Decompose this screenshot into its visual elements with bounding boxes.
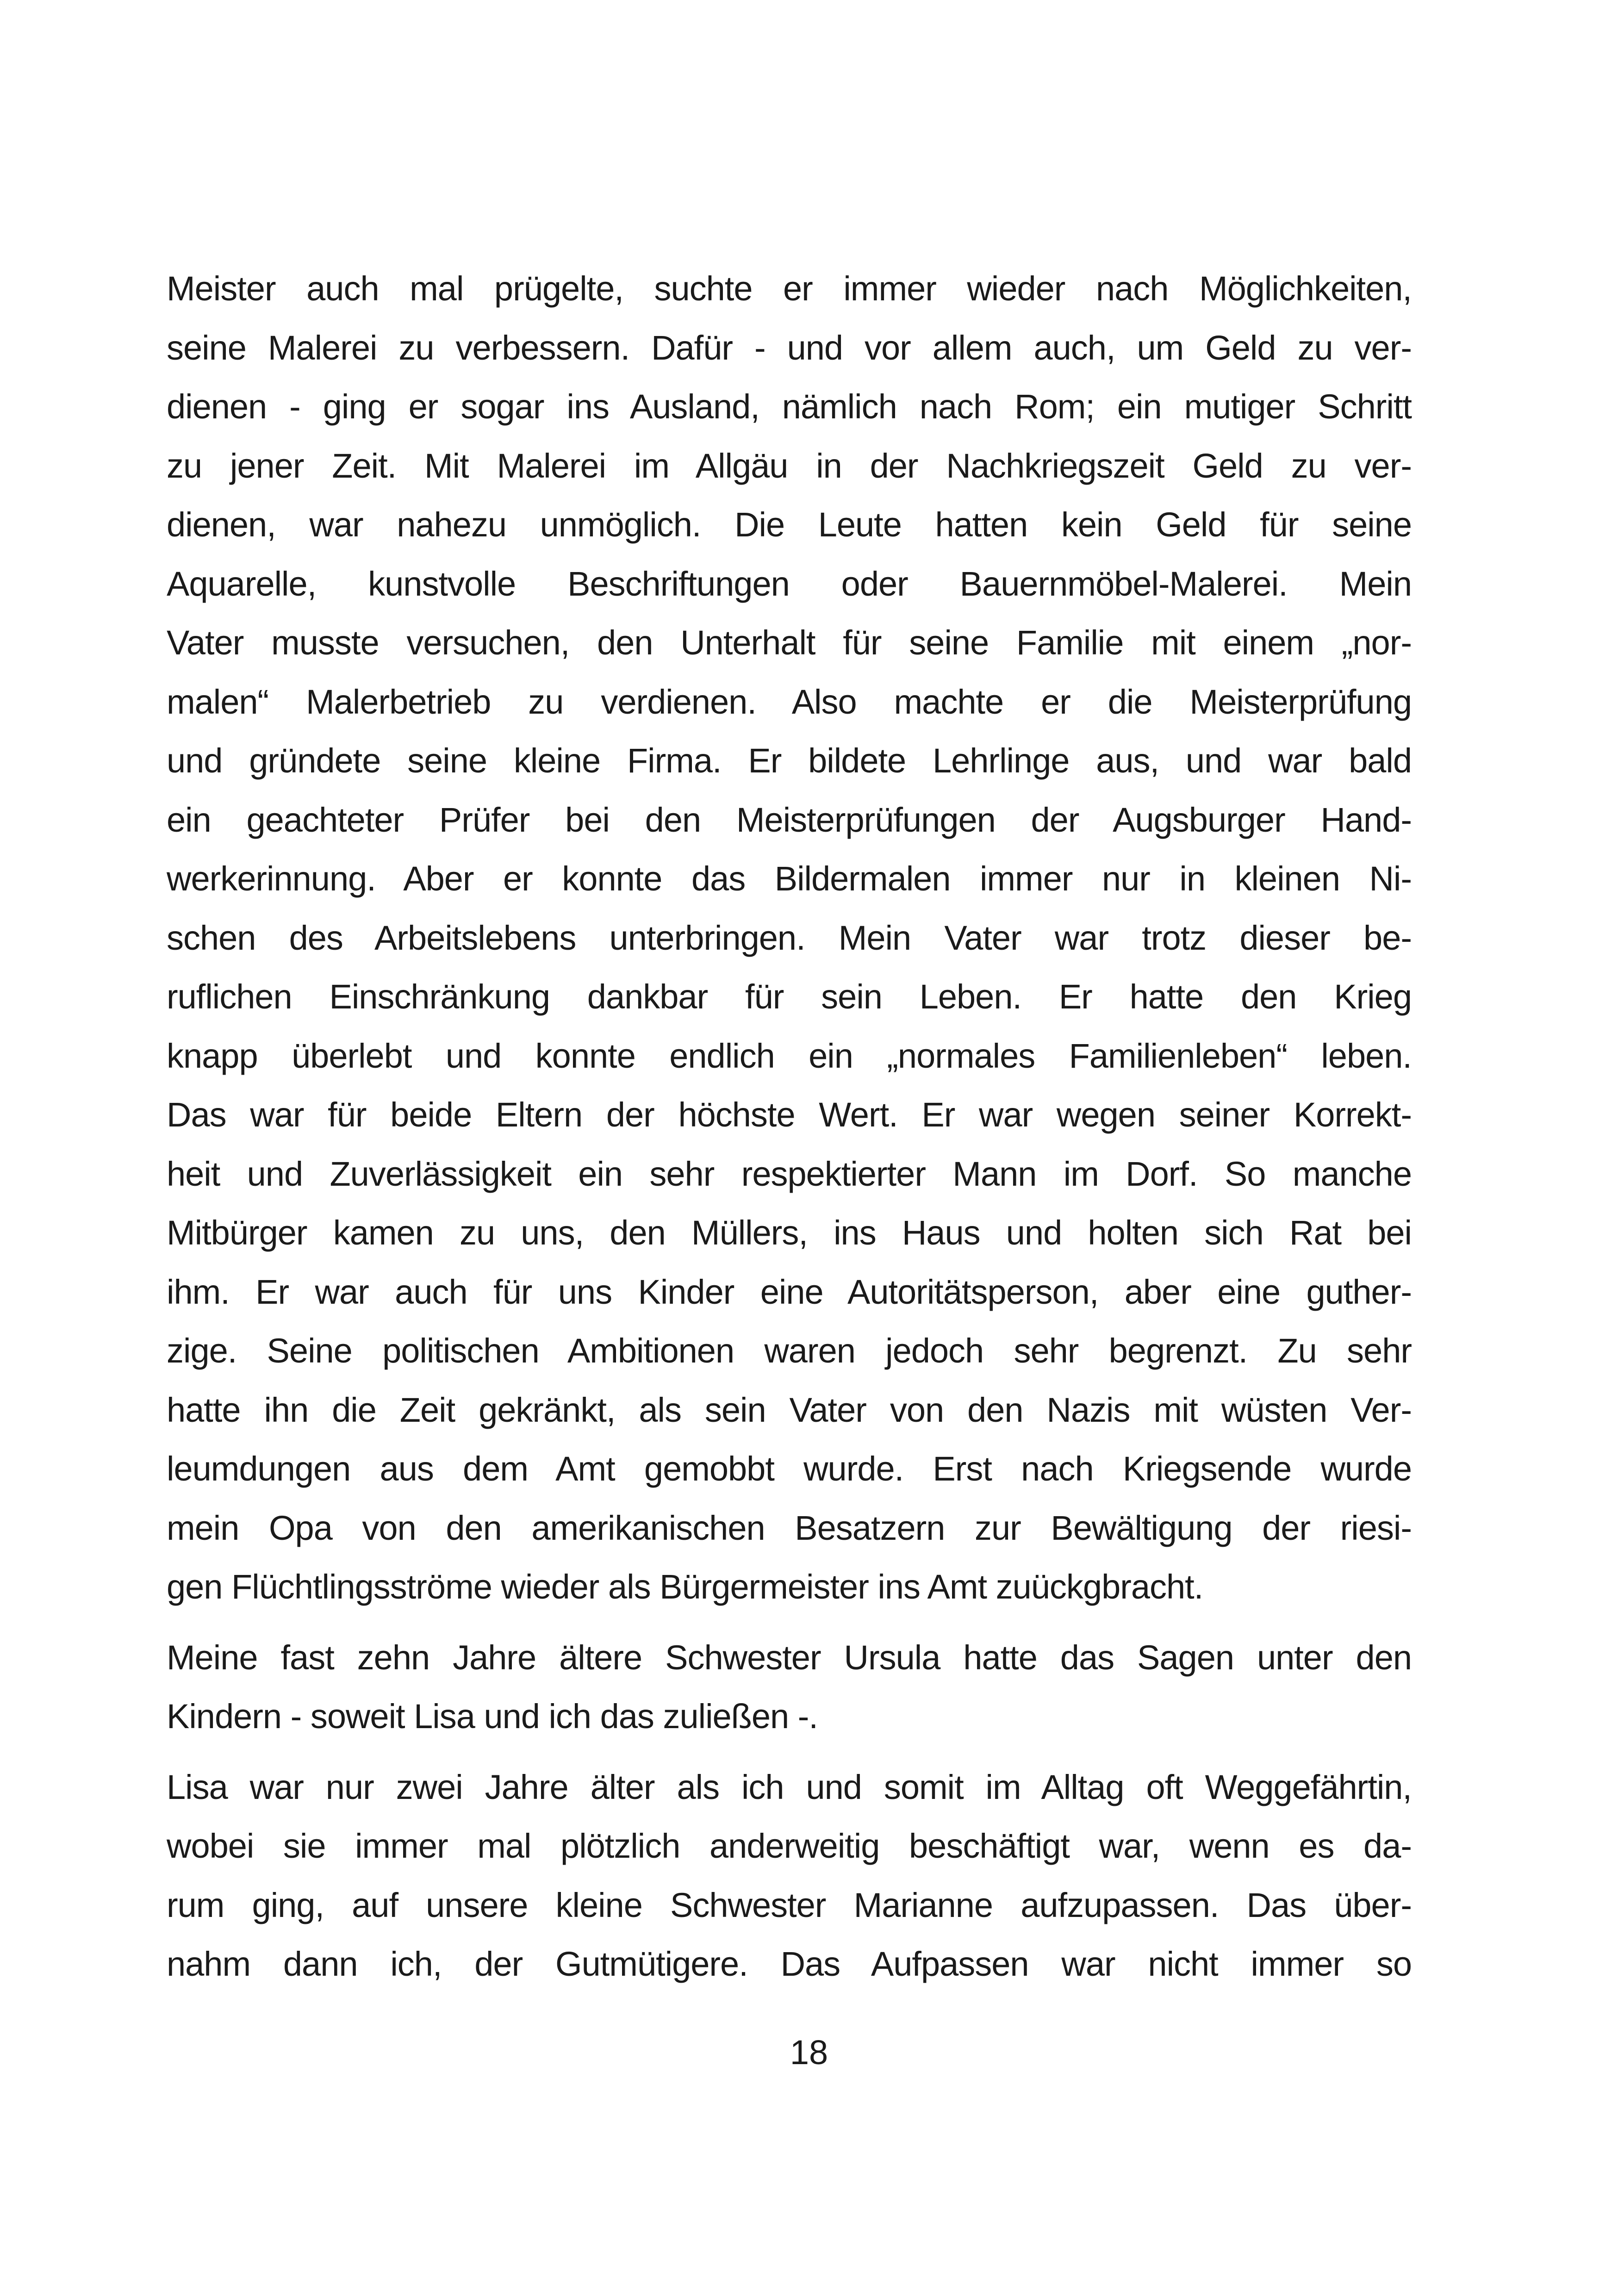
text-line: mein Opa von den amerikanischen Besatzern zur Bewältigung der riesi- [167, 1508, 1412, 1547]
text-line: heit und Zuverlässigkeit ein sehr respektierter Mann im Dorf. So manche [167, 1154, 1412, 1193]
text-line: Meine fast zehn Jahre ältere Schwester Ursula hatte das Sagen unter den [167, 1638, 1412, 1677]
paragraph-2 [167, 1628, 1412, 1746]
text-line: wobei sie immer mal plötzlich anderweitig beschäftigt war, wenn es da- [167, 1827, 1412, 1865]
text-line: ein geachteter Prüfer bei den Meisterprüfungen der Augsburger Hand- [167, 800, 1412, 839]
text-line: dienen - ging er sogar ins Ausland, nämlich nach Rom; ein mutiger Schritt [167, 387, 1412, 426]
text-line: rum ging, auf unsere kleine Schwester Marianne aufzupassen. Das über- [167, 1885, 1412, 1924]
text-line: Lisa war nur zwei Jahre älter als ich und somit im Alltag oft Weggefährtin, [167, 1767, 1412, 1806]
text-line: hatte ihn die Zeit gekränkt, als sein Vater von den Nazis mit wüsten Ver- [167, 1390, 1412, 1429]
paragraph-3 [167, 1758, 1412, 1994]
text-line: Kindern - soweit Lisa und ich das zuließen -. [167, 1697, 818, 1736]
text-line: dienen, war nahezu unmöglich. Die Leute hatten kein Geld für seine [167, 505, 1412, 544]
text-line: zu jener Zeit. Mit Malerei im Allgäu in der Nachkriegszeit Geld zu ver- [167, 446, 1412, 485]
text-line: gen Flüchtlingsströme wieder als Bürgermeister ins Amt zuückgbracht. [167, 1568, 1203, 1606]
paragraph-gap [167, 1617, 1412, 1628]
text-line: Meister auch mal prügelte, suchte er immer wieder nach Möglichkeiten, [167, 269, 1412, 308]
text-line: leumdungen aus dem Amt gemobbt wurde. Erst nach Kriegsende wurde [167, 1450, 1412, 1488]
text-line: knapp überlebt und konnte endlich ein „normales Familienleben“ leben. [167, 1036, 1412, 1075]
text-line: und gründete seine kleine Firma. Er bildete Lehrlinge aus, und war bald [167, 741, 1412, 780]
text-line: ihm. Er war auch für uns Kinder eine Autoritätsperson, aber eine guther- [167, 1272, 1412, 1311]
text-line: seine Malerei zu verbessern. Dafür - und vor allem auch, um Geld zu ver- [167, 328, 1412, 367]
text-line: nahm dann ich, der Gutmütigere. Das Aufpassen war nicht immer so [167, 1945, 1412, 1983]
text-line: ruflichen Einschränkung dankbar für sein Leben. Er hatte den Krieg [167, 977, 1412, 1016]
text-line: Mitbürger kamen zu uns, den Müllers, ins Haus und holten sich Rat bei [167, 1213, 1412, 1252]
body-text [167, 259, 1412, 1994]
paragraph-gap [167, 1746, 1412, 1758]
text-line: Vater musste versuchen, den Unterhalt für seine Familie mit einem „nor- [167, 623, 1412, 662]
paragraph-1 [167, 259, 1412, 1617]
page-number: 18 [790, 2033, 828, 2072]
text-line: Aquarelle, kunstvolle Beschriftungen oder Bauernmöbel-Malerei. Mein [167, 564, 1412, 603]
text-line: werkerinnung. Aber er konnte das Bildermalen immer nur in kleinen Ni- [167, 859, 1412, 898]
text-line: zige. Seine politischen Ambitionen waren jedoch sehr begrenzt. Zu sehr [167, 1332, 1412, 1370]
text-line: Das war für beide Eltern der höchste Wert. Er war wegen seiner Korrekt- [167, 1095, 1412, 1134]
text-line: malen“ Malerbetrieb zu verdienen. Also machte er die Meisterprüfung [167, 682, 1412, 721]
text-line: schen des Arbeitslebens unterbringen. Mein Vater war trotz dieser be- [167, 918, 1412, 957]
